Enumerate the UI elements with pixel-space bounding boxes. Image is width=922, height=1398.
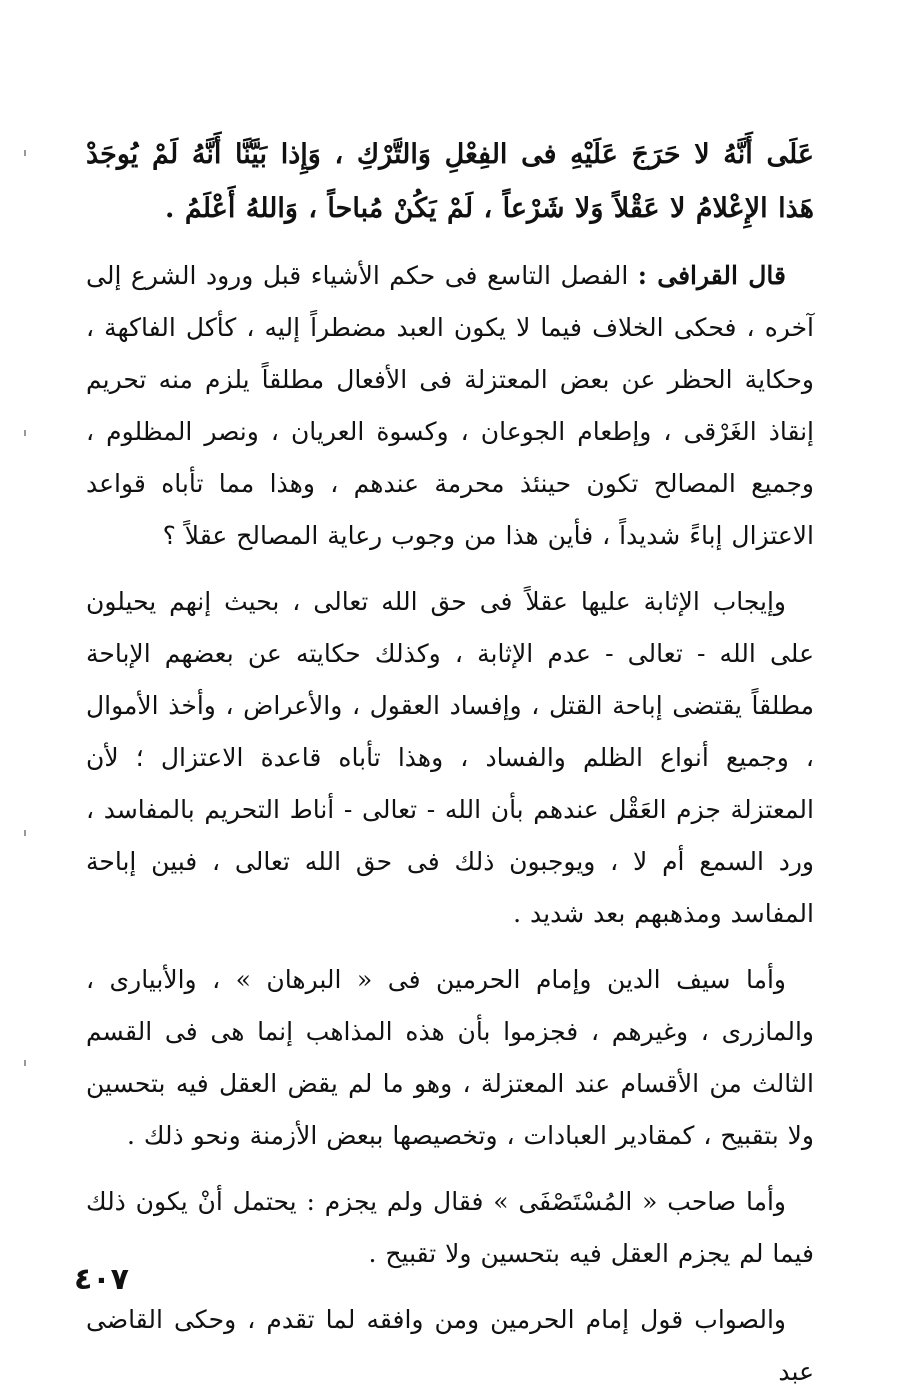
sawab-paragraph: والصواب قول إمام الحرمين ومن وافقه لما تقدم ، وحكى القاضى عبد <box>86 1305 814 1386</box>
scan-edge-mark <box>24 430 26 436</box>
qarafi-paragraph-text: الفصل التاسع فى حكم الأشياء قبل ورود الشرع إلى آخره ، فحكى الخلاف فيما لا يكون العبد مضطراً إليه ، كأكل الفاكهة ، وحكاية الحظر عن بعض المعتزلة فى الأفعال مطلقاً يلزم منه تحريم إنقاذ الغَرْقى ، وإطعام الجوعان ، وكسوة العريان ، ونصر المظلوم ، وجميع المصالح تكون حينئذ محرمة عندهم ، وهذا مما تأباه قواعد الاعتزال إباءً شديداً ، فأين هذا من وجوب رعاية المصالح عقلاً ؟ <box>86 261 814 550</box>
intro-paragraph: عَلَى أَنَّهُ لا حَرَجَ عَلَيْهِ فى الفِعْلِ وَالتَّرْكِ ، وَإِذا بَيَّنَّا أَنَّهُ لَمْ يُوجَدْ هَذا الإِعْلامُ لا عَقْلاً وَلا شَرْعاً ، لَمْ يَكُنْ مُباحاً ، وَاللهُ أَعْلَمُ . <box>86 139 814 224</box>
qarafi-paragraph <box>86 250 814 562</box>
mustasfa-paragraph: وأما صاحب « المُسْتَصْفَى » فقال ولم يجزم : يحتمل أنْ يكون ذلك فيما لم يجزم العقل فيه بتحسين ولا تقبيح . <box>86 1187 814 1268</box>
scan-edge-mark <box>24 150 26 156</box>
page-number: ٤٠٧ <box>74 1262 129 1297</box>
ithaba-paragraph: وإيجاب الإثابة عليها عقلاً فى حق الله تعالى ، بحيث إنهم يحيلون على الله - تعالى - عدم الإثابة ، وكذلك حكايته عن بعضهم الإباحة مطلقاً يقتضى إباحة القتل ، وإفساد العقول ، والأعراض ، وأخذ الأموال ، وجميع أنواع الظلم والفساد ، وهذا تأباه قاعدة الاعتزال ؛ لأن المعتزلة جزم العَقْل عندهم بأن الله - تعالى - أناط التحريم بالمفاسد ، ورد السمع أم لا ، ويوجبون ذلك فى حق الله تعالى ، فبين إباحة المفاسد ومذهبهم بعد شديد . <box>86 587 814 928</box>
scan-edge-mark <box>24 830 26 836</box>
sayf-al-din-paragraph: وأما سيف الدين وإمام الحرمين فى « البرهان » ، والأبيارى ، والمازرى ، وغيرهم ، فجزموا بأن هذه المذاهب إنما هى فى القسم الثالث من الأقسام عند المعتزلة ، وهو ما لم يقض العقل فيه بتحسين ولا بتقبيح ، كمقادير العبادات ، وتخصيصها ببعض الأزمنة ونحو ذلك . <box>86 965 814 1150</box>
scan-edge-mark <box>24 1060 26 1066</box>
speaker-label: قال القرافى : <box>637 261 786 290</box>
